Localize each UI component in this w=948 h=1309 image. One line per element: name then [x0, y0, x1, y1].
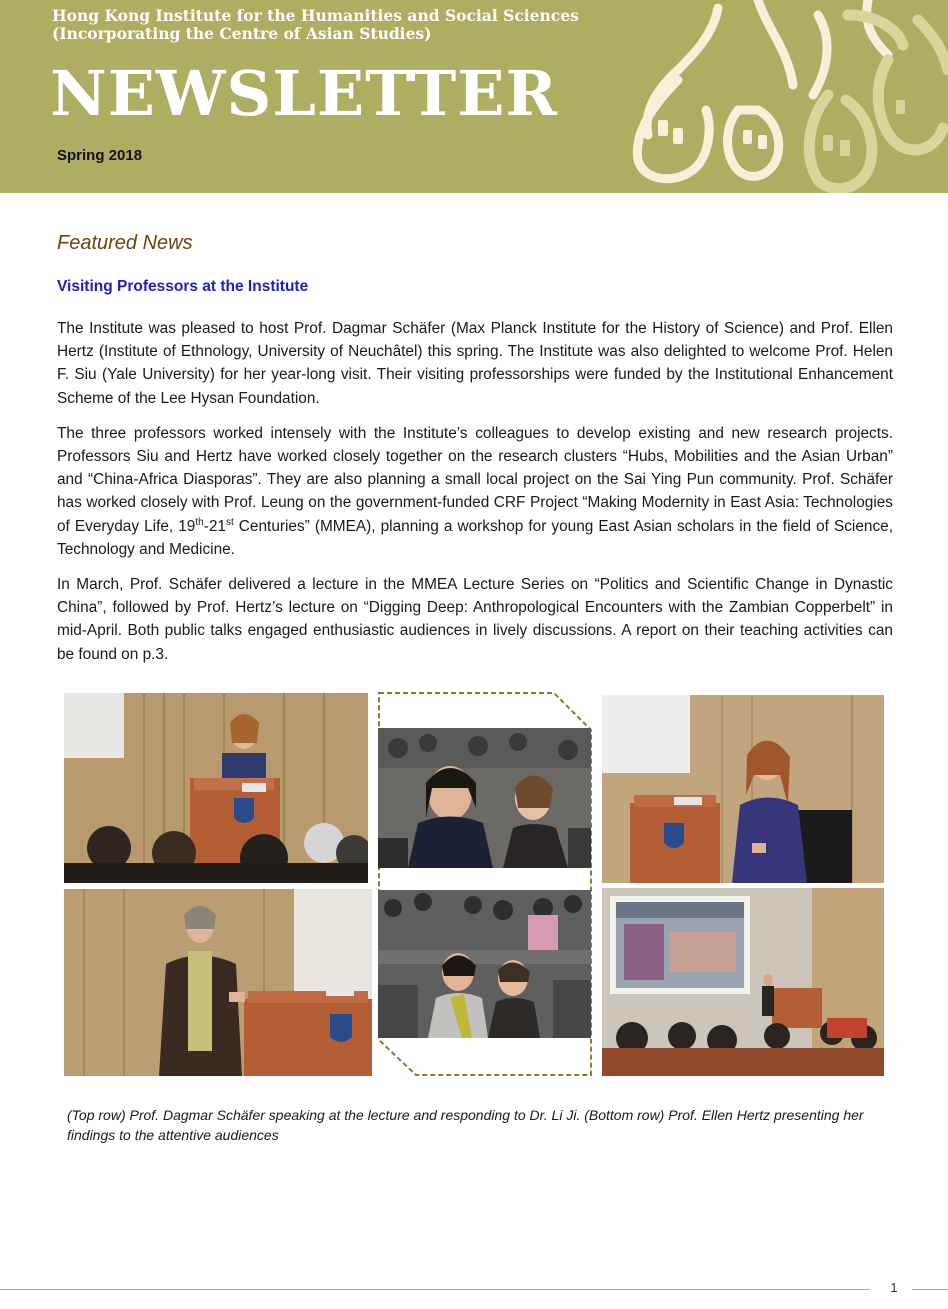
paragraph-2-text-c: Centuries” (MMEA), planning a workshop for young East Asian scholars in the field of Science, Technology and Medicine. [57, 517, 893, 558]
article-paragraph-1: The Institute was pleased to host Prof. Dagmar Schäfer (Max Planck Institute for the History of Science) and Prof. Ellen Hertz (Institute of Ethnology, University of Neuchâtel) this spring. The Institute was also delighted to welcome Prof. Helen F. Siu (Yale University) for her year-long visit. Their visiting professorships were funded by the Institutional Enhancement Scheme of the Lee Hysan Foundation. [57, 320, 893, 407]
section-heading: Featured News [57, 232, 193, 254]
article-paragraph-2 [57, 422, 893, 561]
photo-audience-question [378, 728, 591, 868]
masthead-banner [0, 0, 948, 193]
footer-rule-right [912, 1289, 948, 1290]
superscript-st: st [225, 516, 234, 528]
article-title: Visiting Professors at the Institute [57, 278, 309, 295]
article-paragraph-3: In March, Prof. Schäfer delivered a lecture in the MMEA Lecture Series on “Politics and Scientific Change in Dynastic China”, followed by Prof. Hertz’s lecture on “Digging Deep: Anthropological Encounters with the Zambian Copperbelt” in mid-April. Both public talks engaged enthusiastic audiences in lively discussions. A report on their teaching activities can be found on p.3. [57, 576, 893, 663]
page-number: 1 [890, 1280, 898, 1295]
photo-schafer-responding [602, 695, 884, 883]
superscript-th: th [195, 516, 204, 528]
institute-name [52, 7, 579, 43]
photo-schafer-at-podium [64, 693, 368, 883]
footer-rule [0, 1289, 870, 1290]
photo-hertz-presenting [64, 889, 372, 1076]
photo-lecture-hall-slide [602, 888, 884, 1076]
institute-name-line1: Hong Kong Institute for the Humanities and Social Sciences [52, 6, 579, 25]
paragraph-2-text-a: The three professors worked intensely with the Institute’s colleagues to develop existing and new research projects. Professors Siu and Hertz have worked closely together on the research clusters “Hubs, Mobilities and the Asian Urban” and “China-Africa Diasporas”. They are also planning a small local project on the Sai Ying Pun community. Prof. Schäfer has worked closely with Prof. Leung on the government-funded CRF Project “Making Modernity in East Asia: Technologies of Everyday Life, 19 [57, 424, 893, 535]
paragraph-2-text-b: -21 [203, 517, 226, 535]
photo-attentive-audience [378, 890, 591, 1038]
article-body [57, 317, 893, 678]
decorative-figures-art [618, 0, 948, 193]
institute-name-line2: (Incorporating the Centre of Asian Studies) [52, 24, 432, 43]
photo-caption: (Top row) Prof. Dagmar Schäfer speaking at the lecture and responding to Dr. Li Ji. (Bottom row) Prof. Ellen Hertz presenting her findings to the attentive audiences [67, 1107, 864, 1143]
issue-date: Spring 2018 [57, 147, 143, 164]
newsletter-title: NEWSLETTER [50, 57, 559, 130]
